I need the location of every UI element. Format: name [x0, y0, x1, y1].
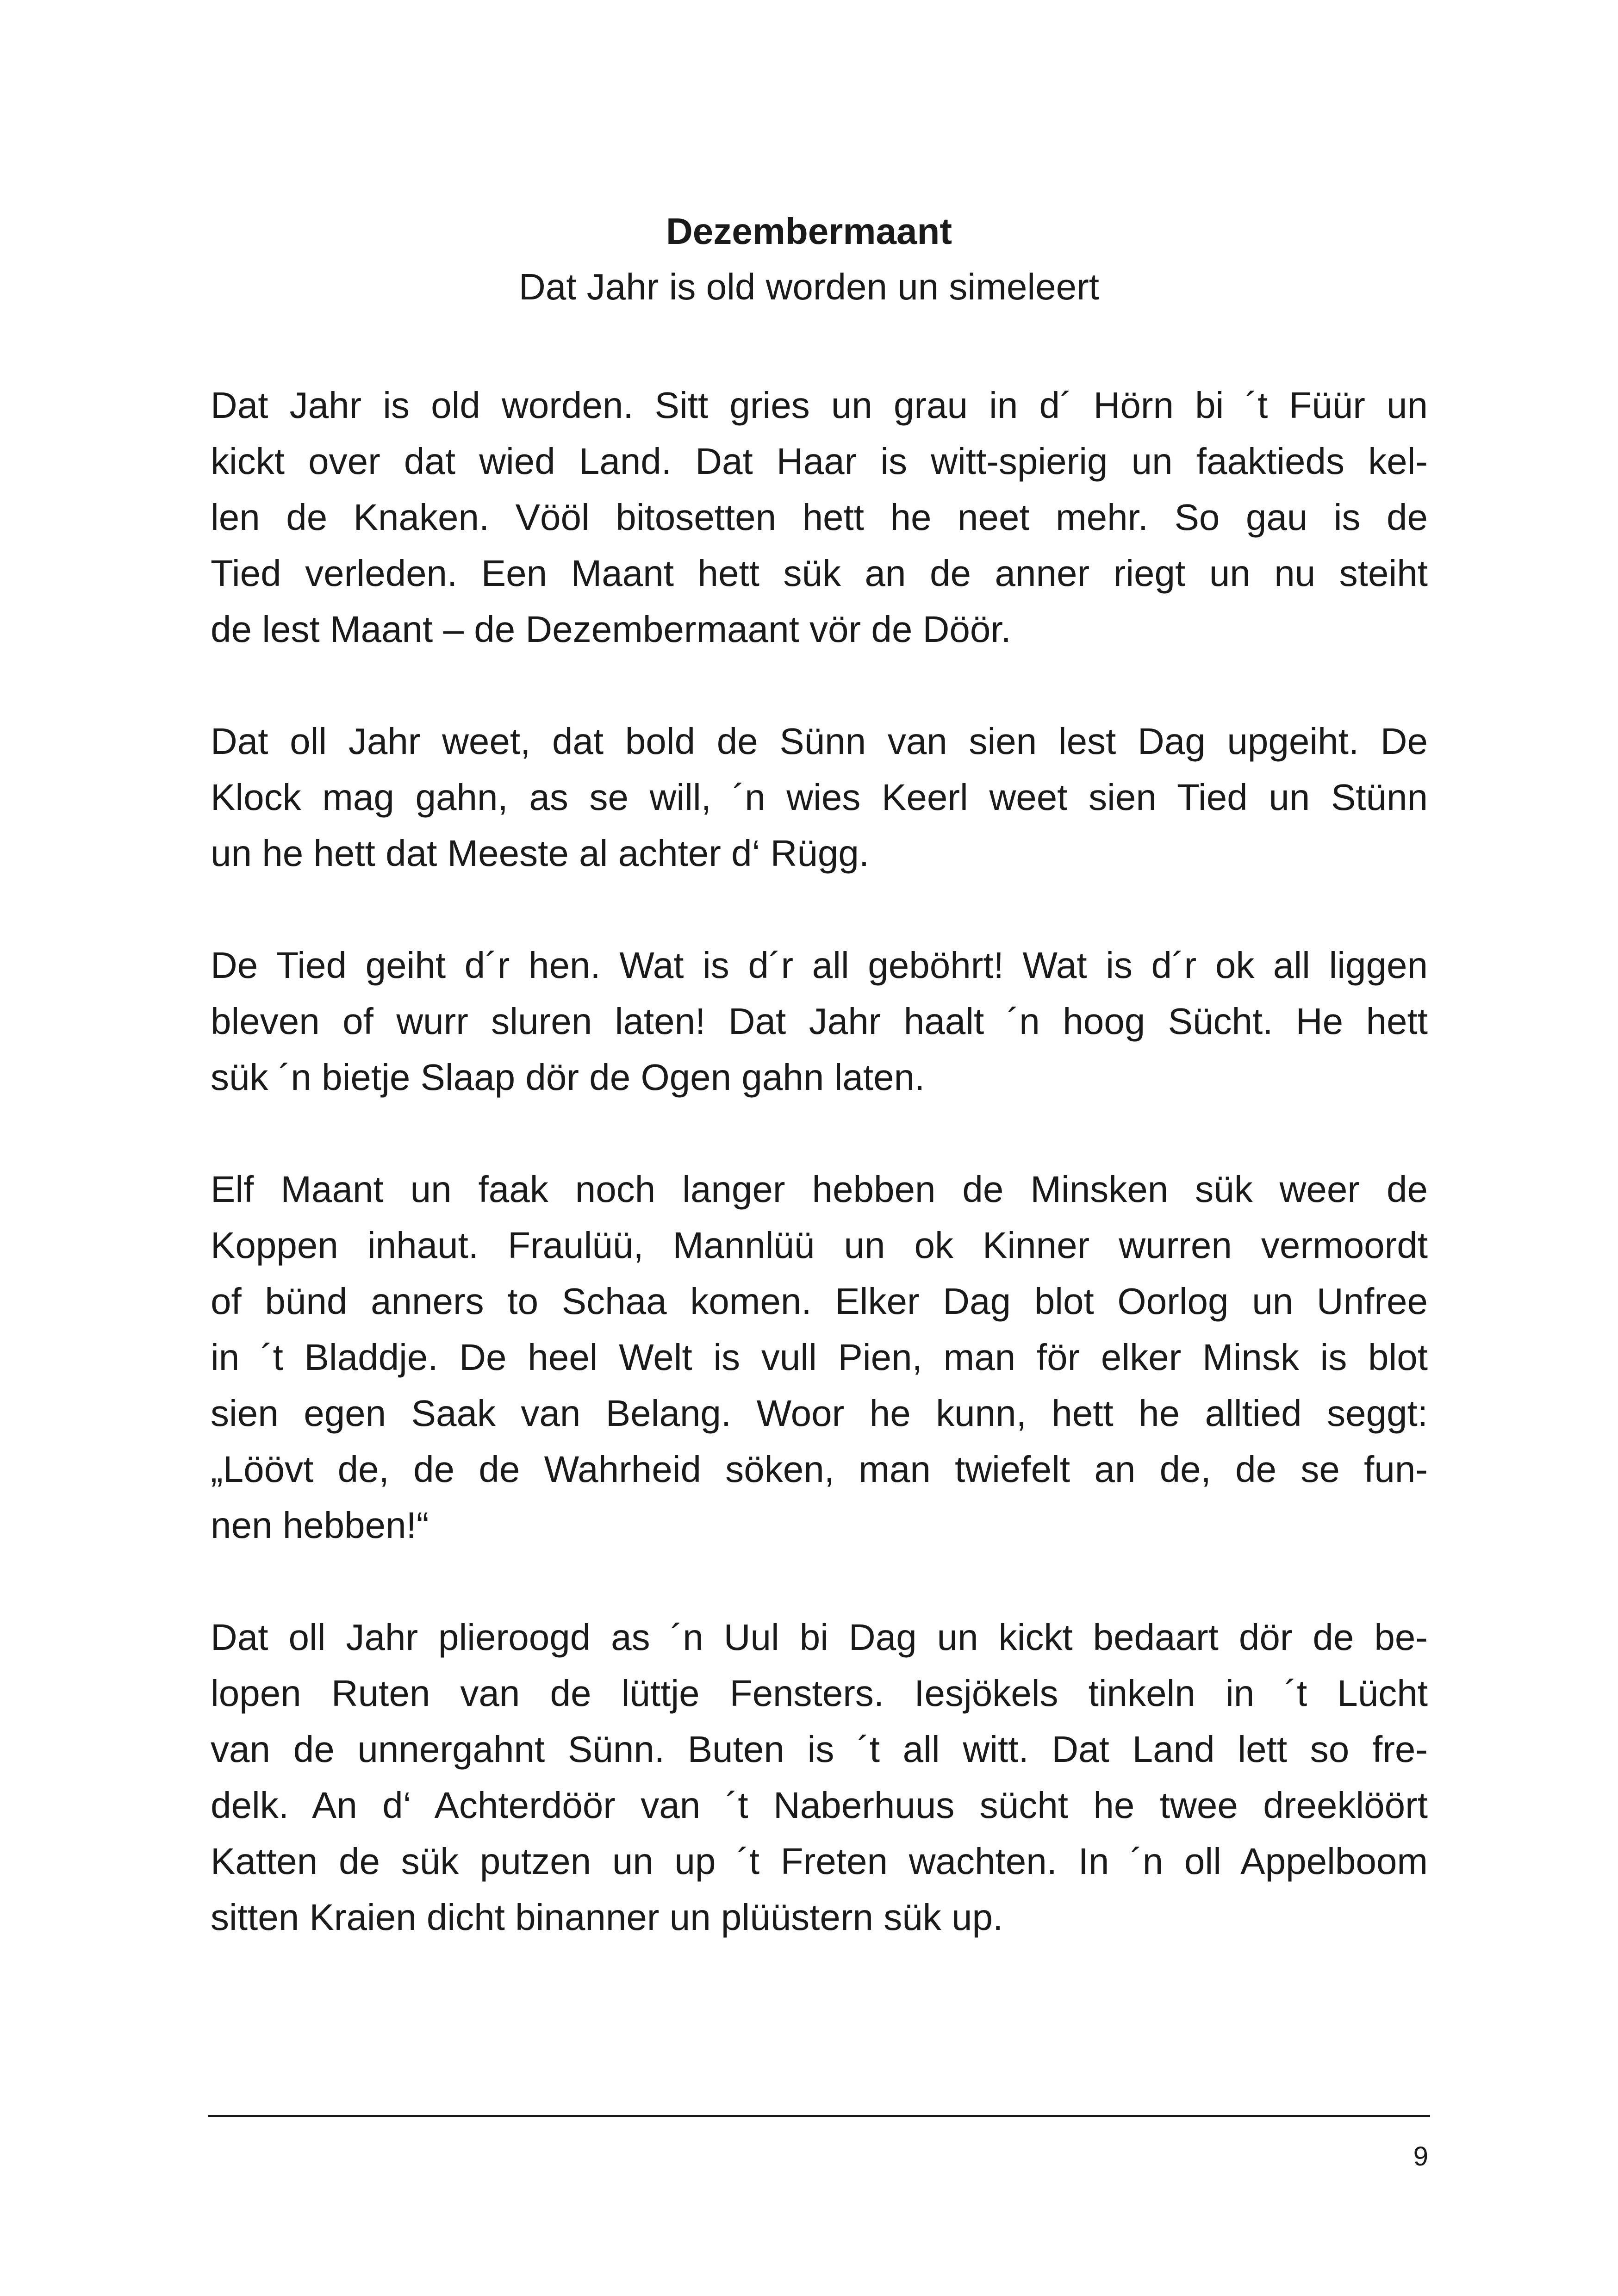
chapter-title: Dezembermaant [666, 211, 952, 252]
text-line: in ´t Bladdje. De heel Welt is vull Pien, man för elker Minsk is blot [211, 1337, 1428, 1378]
text-line: Tied verleden. Een Maant hett sük an de anner riegt un nu steiht [211, 553, 1428, 594]
paragraph [211, 1161, 1428, 1553]
text-line: van de unnergahnt Sünn. Buten is ´t all witt. Dat Land lett so fre- [211, 1729, 1428, 1770]
text-line: kickt over dat wied Land. Dat Haar is witt-spierig un faaktieds kel- [211, 441, 1428, 482]
chapter-header [0, 204, 1618, 315]
text-line: Koppen inhaut. Fraulüü, Mannlüü un ok Kinner wurren vermoordt [211, 1225, 1428, 1266]
text-line: Klock mag gahn, as se will, ´n wies Keerl weet sien Tied un Stünn [211, 777, 1428, 818]
text-line: sük ´n bietje Slaap dör de Ogen gahn laten. [211, 1057, 925, 1098]
paragraph [211, 1609, 1428, 1945]
paragraph [211, 377, 1428, 657]
text-line: lopen Ruten van de lüttje Fensters. Iesjökels tinkeln in ´t Lücht [211, 1673, 1428, 1714]
text-line: delk. An d‘ Achterdöör van ´t Naberhuus sücht he twee dreeklöört [211, 1785, 1428, 1826]
text-line: nen hebben!“ [211, 1505, 429, 1546]
text-line: len de Knaken. Vööl bitosetten hett he neet mehr. So gau is de [211, 497, 1428, 538]
text-line: Dat Jahr is old worden. Sitt gries un grau in d´ Hörn bi ´t Füür un [211, 385, 1428, 426]
text-line: Dat oll Jahr weet, dat bold de Sünn van sien lest Dag upgeiht. De [211, 721, 1428, 762]
paragraph [211, 937, 1428, 1105]
text-line: De Tied geiht d´r hen. Wat is d´r all geböhrt! Wat is d´r ok all liggen [211, 945, 1428, 986]
text-line: de lest Maant – de Dezembermaant vör de Döör. [211, 609, 1011, 650]
page-number: 9 [1413, 2141, 1428, 2172]
text-line: Dat oll Jahr plieroogd as ´n Uul bi Dag un kickt bedaart dör de be- [211, 1617, 1428, 1658]
text-line: of bünd anners to Schaa komen. Elker Dag blot Oorlog un Unfree [211, 1281, 1428, 1322]
body-text [211, 377, 1428, 2001]
text-line: Katten de sük putzen un up ´t Freten wachten. In ´n oll Appelboom [211, 1841, 1428, 1882]
text-line: „Löövt de, de de Wahrheid söken, man twiefelt an de, de se fun- [211, 1449, 1428, 1490]
chapter-subtitle: Dat Jahr is old worden un simeleert [519, 266, 1099, 307]
text-line: sien egen Saak van Belang. Woor he kunn, hett he alltied seggt: [211, 1393, 1428, 1434]
text-line: bleven of wurr sluren laten! Dat Jahr haalt ´n hoog Sücht. He hett [211, 1001, 1428, 1042]
text-line: un he hett dat Meeste al achter d‘ Rügg. [211, 833, 870, 874]
footer-rule [208, 2115, 1430, 2117]
paragraph [211, 713, 1428, 881]
text-line: Elf Maant un faak noch langer hebben de Minsken sük weer de [211, 1169, 1428, 1210]
text-line: sitten Kraien dicht binanner un plüüstern sük up. [211, 1897, 1003, 1938]
